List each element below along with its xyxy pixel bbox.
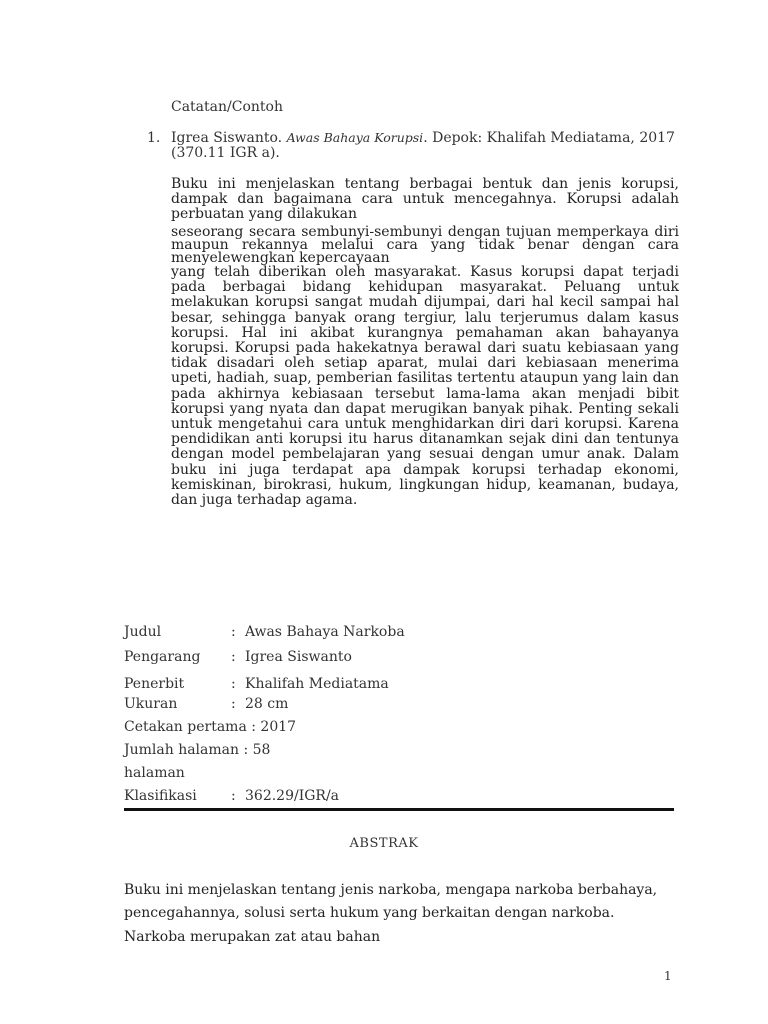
meta-klasifikasi-value: 362.29/IGR/a (245, 788, 340, 804)
meta-separator: : (231, 696, 236, 712)
meta-halaman: halaman (124, 765, 185, 781)
reference-citation (171, 130, 675, 161)
abstract-line-1: Buku ini menjelaskan tentang jenis narkoba, mengapa narkoba berbahaya, (124, 882, 658, 898)
meta-pengarang-value: Igrea Siswanto (245, 649, 352, 665)
meta-separator: : (231, 676, 236, 692)
meta-cetakan: Cetakan pertama : 2017 (124, 719, 297, 735)
reference-callnumber: (370.11 IGR a). (171, 145, 280, 161)
meta-penerbit-value: Khalifah Mediatama (245, 676, 389, 692)
abstract-title: ABSTRAK (349, 836, 419, 851)
meta-separator: : (231, 624, 236, 640)
reference-publisher: . Depok: Khalifah Mediatama, 2017 (423, 130, 675, 146)
meta-klasifikasi (124, 788, 339, 804)
meta-klasifikasi-label: Klasifikasi (124, 788, 197, 804)
meta-judul-value: Awas Bahaya Narkoba (245, 624, 405, 640)
reference-title: Awas Bahaya Korupsi (286, 130, 424, 145)
meta-pengarang (124, 649, 352, 665)
meta-judul-label: Judul (124, 624, 162, 640)
summary-paragraph-1: Buku ini menjelaskan tentang berbagai bentuk dan jenis korupsi, dampak dan bagaimana cara untuk mencegahnya. Korupsi adalah perbuatan yang dilakukan (171, 176, 679, 223)
reference-number: 1. (147, 130, 161, 146)
meta-penerbit (124, 676, 389, 692)
meta-jumlah-halaman: Jumlah halaman : 58 (124, 742, 271, 758)
meta-judul (124, 624, 405, 640)
meta-ukuran (124, 696, 288, 712)
meta-ukuran-label: Ukuran (124, 696, 178, 712)
summary-paragraph-3: yang telah diberikan oleh masyarakat. Kasus korupsi dapat terjadi pada berbagai bidang kehidupan masyarakat. Peluang untuk melakukan korupsi sangat mudah dijumpai, dari hal kecil sampai hal besar, sehingga banyak orang tergiur, lalu terjerumus dalam kasus korupsi. Hal ini akibat kurangnya pemahaman akan bahayanya korupsi. Korupsi pada hakekatnya berawal dari suatu kebiasaan yang tidak disadari oleh setiap aparat, mulai dari kebiasaan menerima upeti, hadiah, suap, pemberian fasilitas tertentu ataupun yang lain dan pada akhirnya kebiasaan tersebut lama-lama akan menjadi bibit korupsi yang nyata dan dapat merugikan banyak pihak. Penting sekali untuk mengetahui cara untuk menghidarkan diri dari korupsi. Karena pendidikan anti korupsi itu harus ditanamkan sejak dini dan tentunya dengan model pembelajaran yang sesuai dengan umur anak. Dalam buku ini juga terdapat apa dampak korupsi terhadap ekonomi, kemiskinan, birokrasi, hukum, lingkungan hidup, keamanan, budaya, dan juga terhadap agama. (171, 264, 679, 509)
abstract-line-2: pencegahannya, solusi serta hukum yang berkaitan dengan narkoba. (124, 905, 615, 921)
note-heading: Catatan/Contoh (171, 99, 283, 115)
meta-separator: : (231, 788, 236, 804)
page-number: 1 (664, 969, 672, 983)
meta-pengarang-label: Pengarang (124, 649, 201, 665)
reference-author: Igrea Siswanto. (171, 130, 287, 146)
meta-penerbit-label: Penerbit (124, 676, 185, 692)
summary-paragraph-2: seseorang secara sembunyi-sembunyi dengan tujuan memperkaya diri maupun rekannya melalui cara yang tidak benar dengan cara menyelewengkan kepercayaan (171, 224, 679, 266)
meta-ukuran-value: 28 cm (245, 696, 289, 712)
horizontal-rule (124, 808, 674, 811)
abstract-line-3: Narkoba merupakan zat atau bahan (124, 929, 381, 945)
meta-separator: : (231, 649, 236, 665)
